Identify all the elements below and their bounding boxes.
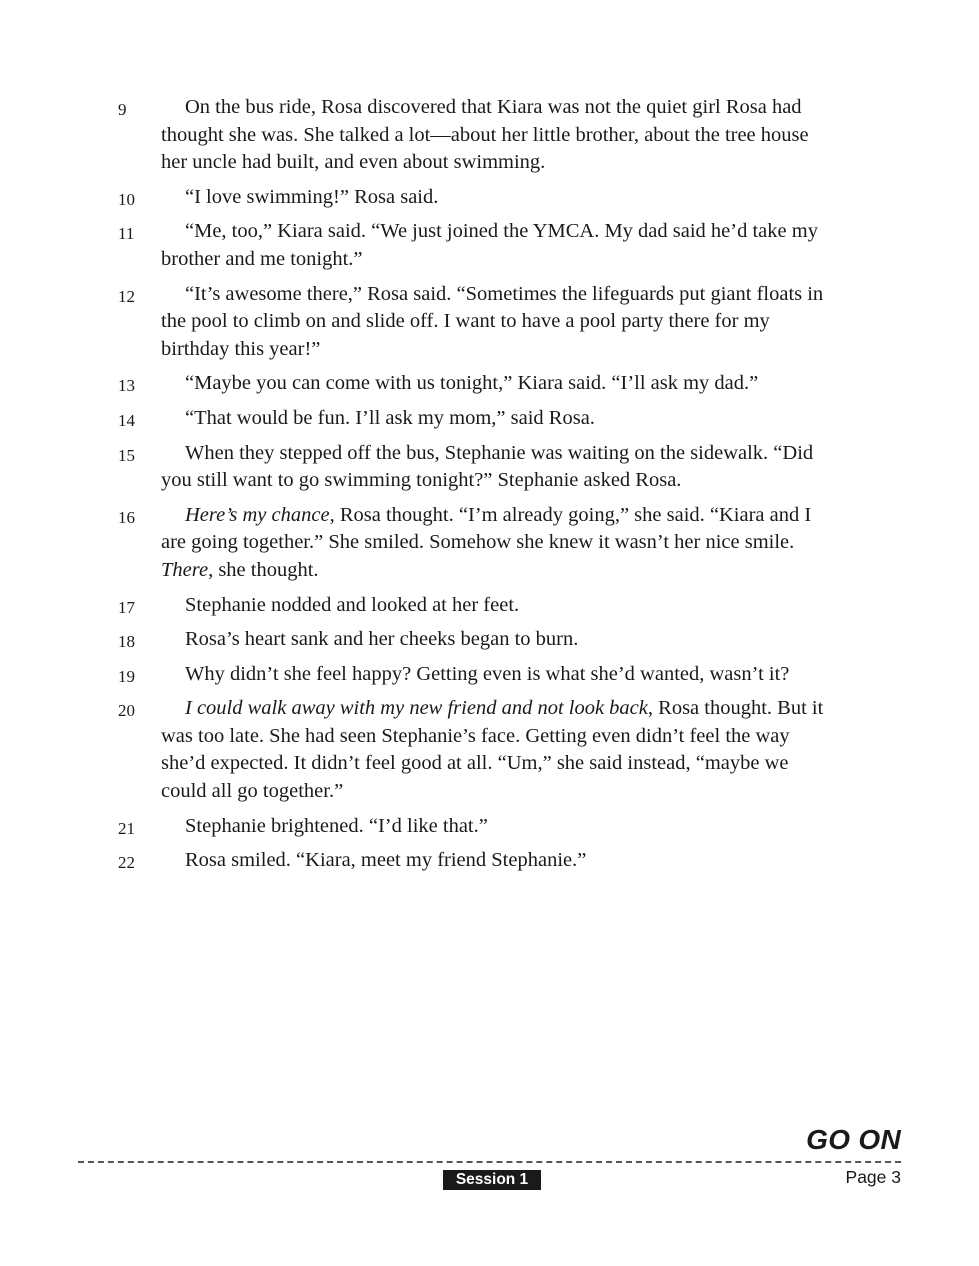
paragraph-number: 21 [118,818,135,838]
text-run: , she thought. [208,558,319,581]
text-run: “It’s awesome there,” Rosa said. “Sometimes the lifeguards put giant floats in the pool to climb on and slide off. I want to have a pool party there for my birthday this year!” [161,282,824,360]
text-run: Stephanie brightened. “I’d like that.” [185,814,488,837]
text-run: “I love swimming!” Rosa said. [185,185,439,208]
text-run: Stephanie nodded and looked at her feet. [185,593,520,616]
paragraph-text [161,847,838,875]
italic-text: Here’s my chance [185,503,330,526]
text-run: , Rosa thought. But it was too late. She had seen Stephanie’s face. Getting even didn’t feel the way she’d expected. It didn’t feel good at all. “Um,” she said instead, “maybe we could all go together.” [161,697,824,803]
text-run: Rosa’s heart sank and her cheeks began to burn. [185,628,579,651]
paragraph-text [161,592,838,620]
paragraph [118,405,838,433]
paragraph [118,184,838,212]
paragraph [118,626,838,654]
paragraph-text [161,405,838,433]
paragraph-text [161,502,838,585]
paragraph-number: 13 [118,376,135,396]
text-run: , Rosa thought. “I’m already going,” she said. “Kiara and I are going together.” She smiled. Somehow she knew it wasn’t her nice smile. [161,503,812,554]
dashed-divider [78,1161,901,1163]
italic-text: I could walk away with my new friend and not look back [185,697,648,720]
paragraph [118,281,838,364]
paragraph-number: 19 [118,666,135,686]
paragraph [118,695,838,805]
paragraph-text [161,626,838,654]
paragraph [118,813,838,841]
text-run: Rosa smiled. “Kiara, meet my friend Stephanie.” [185,849,587,872]
paragraph-number: 9 [118,100,127,119]
paragraph-text [161,661,838,689]
paragraph-text [161,94,838,177]
paragraph-number: 17 [118,597,135,617]
paragraph-number: 11 [118,224,135,244]
paragraph [118,661,838,689]
text-run: When they stepped off the bus, Stephanie was waiting on the sidewalk. “Did you still want to go swimming tonight?” Stephanie asked Rosa. [161,441,814,492]
paragraph-text [161,695,838,805]
paragraph-text [161,440,838,495]
paragraph [118,94,838,177]
paragraph [118,440,838,495]
paragraph-text [161,281,838,364]
paragraph-text [161,184,838,212]
passage [118,94,838,882]
italic-text: There [161,558,209,581]
text-run: “Maybe you can come with us tonight,” Kiara said. “I’ll ask my dad.” [185,372,759,395]
session-badge: Session 1 [443,1170,541,1190]
paragraph-text [161,813,838,841]
paragraph-text [161,218,838,273]
paragraph [118,847,838,875]
text-run: “That would be fun. I’ll ask my mom,” said Rosa. [185,406,595,429]
text-run: On the bus ride, Rosa discovered that Kiara was not the quiet girl Rosa had thought she was. She talked a lot—about her little brother, about the tree house her uncle had built, and even about swimming. [161,96,809,174]
text-run: Why didn’t she feel happy? Getting even is what she’d wanted, wasn’t it? [185,662,790,685]
paragraph [118,502,838,585]
paragraph-number: 16 [118,507,135,527]
paragraph-number: 22 [118,853,135,873]
paragraph [118,370,838,398]
paragraph-number: 14 [118,410,135,430]
text-run: “Me, too,” Kiara said. “We just joined the YMCA. My dad said he’d take my brother and me tonight.” [161,220,818,270]
paragraph [118,592,838,620]
paragraph-number: 10 [118,189,135,209]
paragraph-text [161,370,838,398]
paragraph-number: 18 [118,632,135,652]
paragraph-number: 20 [118,701,135,721]
paragraph-number: 12 [118,286,135,306]
paragraph [118,218,838,273]
go-on-label: GO ON [806,1124,901,1155]
paragraph-number: 15 [118,445,135,465]
page-number: Page 3 [845,1167,901,1187]
